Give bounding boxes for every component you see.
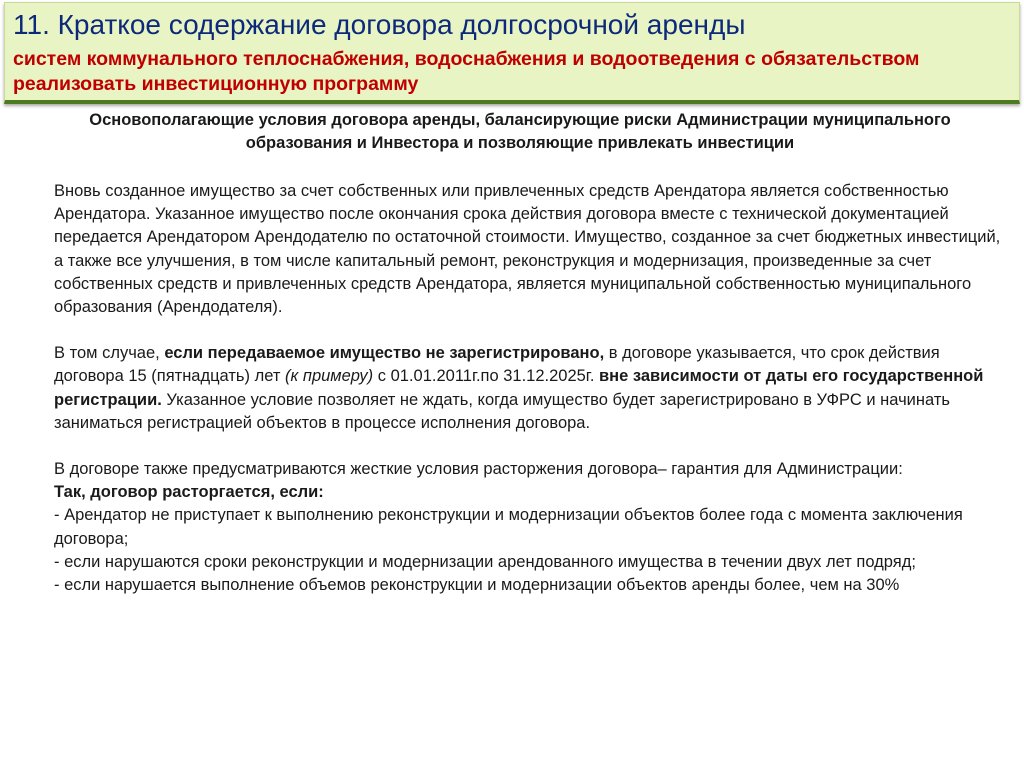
body-text — [54, 180, 1004, 597]
bold-run: Так, договор расторгается, если: — [54, 483, 324, 502]
bold-run: вне зависимости от даты его государственной регистрации. — [54, 367, 984, 409]
text-run: Указанное условие позволяет не ждать, когда имущество будет зарегистрировано в УФРС и начинать заниматься регистрацией объектов в процессе исполнения договора. — [54, 390, 950, 432]
termination-lead — [54, 481, 1004, 504]
slide-title: 11. Краткое содержание договора долгосрочной аренды — [13, 9, 746, 40]
italic-run: (к примеру) — [285, 367, 374, 386]
paragraph-termination-intro: В договоре также предусматриваются жесткие условия расторжения договора– гарантия для Администрации: — [54, 460, 903, 479]
slide-subtitle: систем коммунального теплоснабжения, водоснабжения и водоотведения с обязательством реализовать инвестиционную программу — [13, 48, 920, 95]
slide-header — [4, 2, 1020, 104]
bold-run: если передаваемое имущество не зарегистрировано, — [164, 344, 605, 363]
text-run: в договоре указывается, что срок действия договора 15 (пятнадцать) лет — [54, 344, 940, 386]
text-run: В том случае, — [54, 344, 165, 363]
text-run: с 01.01.2011г.по 31.12.2025г. — [373, 367, 599, 386]
section-heading: Основополагающие условия договора аренды, балансирующие риски Администрации муниципального образования и Инвестора и позволяющие привлекать инвестиции — [89, 111, 951, 152]
list-item: - Арендатор не приступает к выполнению реконструкции и модернизации объектов более года с момента заключения договора; — [54, 506, 963, 548]
paragraph-registration — [54, 342, 1004, 435]
list-item: - если нарушается выполнение объемов реконструкции и модернизации объектов аренды более, чем на 30% — [54, 576, 900, 595]
list-item: - если нарушаются сроки реконструкции и модернизации арендованного имущества в течении двух лет подряд; — [54, 552, 916, 571]
paragraph-ownership: Вновь созданное имущество за счет собственных или привлеченных средств Арендатора является собственностью Арендатора. Указанное имущество после окончания срока действия договора вместе с технической документацией передается Арендатором Арендодателю по остаточной стоимости. Имущество, созданное за счет бюджетных инвестиций, а также все улучшения, в том числе капитальный ремонт, реконструкция и модернизация, произведенные за счет собственных средств и привлеченных средств Арендатора, является муниципальной собственностью муниципального образования (Арендодателя). — [54, 182, 1001, 317]
